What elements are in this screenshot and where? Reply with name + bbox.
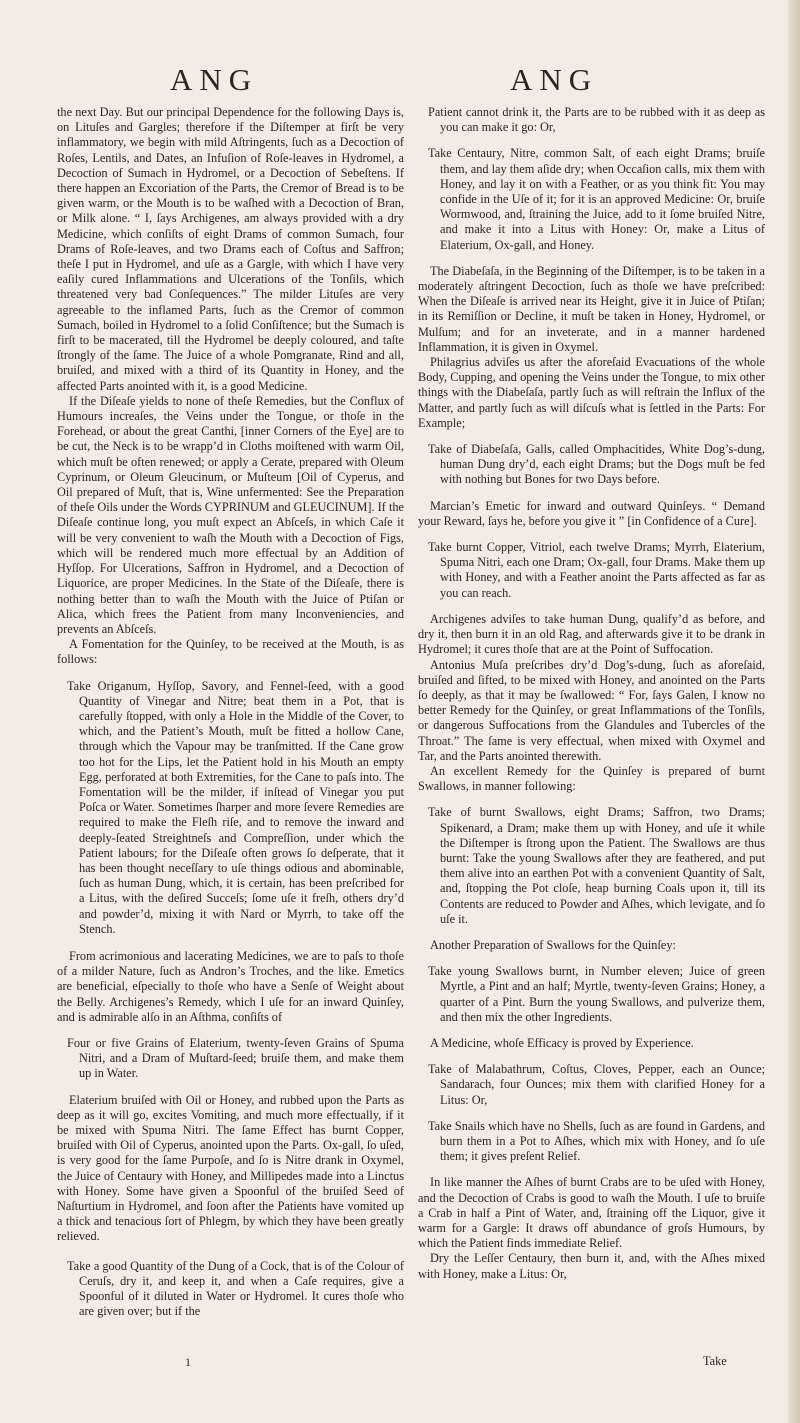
running-head-right: ANG — [510, 62, 599, 97]
recipe-block: Take Snails which have no Shells, ſuch as are found in Gardens, and burn them in a Pot to Aſhes, which mix with Honey, and ſo uſe them; it gives preſent Relief. — [428, 1118, 765, 1164]
right-column — [418, 105, 765, 1282]
recipe-block: Take burnt Copper, Vitriol, each twelve Drams; Myrrh, Elaterium, Spuma Nitri, each one Dram; Ox-gall, four Drams. Make them up with Honey, and with a Feather anoint the Parts affected as far as you can reach. — [428, 540, 765, 600]
recipe-block: Take of Diabeſaſa, Galls, called Omphacitides, White Dog’s-dung, human Dung dry’d, each eight Drams; but the Dogs muſt be fed with nothing but Bones for two Days before. — [428, 442, 765, 487]
paragraph: Another Preparation of Swallows for the Quinſey: — [430, 937, 676, 952]
section-heading: A Medicine, whoſe Efficacy is proved by Experience. — [430, 1035, 694, 1050]
paragraph: the next Day. But our principal Dependence for the following Days is, on Lituſes and Gargles; therefore if the Diſtemper at firſt be very inflammatory, we begin with mild Aſtringents, ſuch as a Decoction of Roſes, Lentils, and Dates, an Infuſion of Roſe-leaves in Hydromel, a Decoction of Sumach in Hydromel, or a Decoction of Sebeſtens. If there happen an Excoriation of the Parts, the Cremor of Bread is to be given warm, or the Mouth is to be waſhed with a Decoction of Bran, or Milk alone. “ I, ſays Archigenes, am always provided with a dry Medicine, which conſiſts of eight Drams of common Sumach, four Drams of Roſe-leaves, and two Drams each of Coſtus and Saffron; theſe I put in Hydromel, and uſe as a Gargle, with which I have very eaſily cured Inflammations and Ulcerations of the Tonſils, which threatened very bad Conſequences.” The milder Lituſes are very agreeable to the inflamed Parts, ſuch as the Cremor of common Sumach, boiled in Hydromel to a ſolid Conſiſtence; but the Sumach is firſt to be macerated, till the Hydromel be deeply coloured, and taſte ſtrongly of the ſame. The Juice of a whole Pomgranate, Rind and all, bruiſed, and mixed with a third of its Quantity in Honey, and the affected Parts anointed with it, is a good Medicine. — [57, 105, 404, 393]
paragraph: Philagrius adviſes us after the aforeſaid Evacuations of the whole Body, Cupping, and opening the Veins under the Tongue, to mix other things with the Diabeſaſa, partly ſuch as will reſtrain the Influx of the Matter, and partly ſuch as will diſcuſs what is ſettled in the Parts: For Example; — [418, 355, 765, 430]
recipe-block: Four or five Grains of Elaterium, twenty-ſeven Grains of Spuma Nitri, and a Dram of Muſtard-ſeed; bruiſe them, and make them up in Water. — [67, 1035, 404, 1081]
page-edge-shadow — [788, 0, 800, 1423]
paragraph: The Diabeſaſa, in the Beginning of the Diſtemper, is to be taken in a moderately aſtringent Decoction, ſuch as thoſe we have preſcribed: When the Diſeaſe is arrived near its Height, give it in Juice of Ptiſan; in its Remiſſion or Decline, it muſt be taken in Honey, Hydromel, or Mulſum; and for an inveterate, and in a manner hardened Inflammation, it is given in Oxymel. — [418, 263, 765, 354]
recipe-block: Take Centaury, Nitre, common Salt, of each eight Drams; bruiſe them, and lay them aſide dry; when Occaſion calls, mix them with Honey, and lay it on with a Feather, or as you think fit: You may confide in the Uſe of it; for it is an approved Medicine: Or, bruiſe Wormwood, and, ſtraining the Juice, add to it ſome bruiſed Nitre, and make it into a Litus with Honey: Or, make a Litus of Elaterium, Ox-gall, and Honey. — [428, 146, 765, 252]
paragraph: An excellent Remedy for the Quinſey is prepared of burnt Swallows, in manner following: — [418, 763, 765, 794]
paragraph: Archigenes adviſes to take human Dung, qualify’d as before, and dry it, then burn it in an old Rag, and afterwards give it to be drank in Hydromel; it cures thoſe that are at the Point of Suffocation. — [418, 611, 765, 657]
paragraph: From acrimonious and lacerating Medicines, we are to paſs to thoſe of a milder Nature, ſuch as Andron’s Troches, and the like. Emetics are beneficial, eſpecially to thoſe who have a Senſe of Weight about the Belly. Archigenes’s Remedy, which I uſe for an inward Quinſey, and is admirable alſo in an Aſthma, conſiſts of — [57, 948, 404, 1024]
paragraph: Antonius Muſa preſcribes dry’d Dog’s-dung, ſuch as aforeſaid, bruiſed and ſifted, to be mixed with Honey, and anointed on the Parts ſo deeply, as that it may be ſwallowed: “ For, ſays Galen, I know no better Remedy for the Quinſey, or great Inflammations of the Tonſils, or dangerous Suffocations from the Glandules and Tubercles of the Throat.” The ſame is very effectual, when mixed with Oxymel and Tar, and the Parts anointed therewith. — [418, 657, 765, 763]
paragraph: Elaterium bruiſed with Oil or Honey, and rubbed upon the Parts as deep as it will go, excites Vomiting, and much more effectually, if it be mixed with Spuma Nitri. The ſame Effect has burnt Copper, bruiſed with Oil of Cyperus, anointed upon the Parts. Ox-gall, ſo uſed, is very good for the ſame Purpoſe, and ſo is Nitre drank in Oxymel, the Juice of Centaury with Honey, and Millipedes made into a Linctus with Honey. Some have given a Spoonful of the bruiſed Seed of Naſturtium in Hydromel, and ſoon after the Patients have vomited up a thick and tenacious ſort of Phlegm, by which they have been greatly relieved. — [57, 1092, 404, 1244]
running-head-left: ANG — [170, 62, 259, 97]
paragraph: A Fomentation for the Quinſey, to be received at the Mouth, is as follows: — [57, 637, 404, 667]
recipe-block: Take young Swallows burnt, in Number eleven; Juice of green Myrtle, a Pint and an half; Myrtle, twenty-ſeven Grains; Honey, a quarter of a Pint. Burn the young Swallows, and pulverize them, and then mix the other Ingredients. — [428, 964, 765, 1024]
recipe-block: Take a good Quantity of the Dung of a Cock, that is of the Colour of Ceruſs, dry it, and keep it, and when a Caſe requires, give a Spoonful of it diluted in Water or Hydromel. It cures thoſe who are given over; but if the — [67, 1258, 404, 1319]
paragraph: Marcian’s Emetic for inward and outward Quinſeys. “ Demand your Reward, ſays he, before you give it ” [in Confidence of a Cure]. — [418, 498, 765, 528]
catchword: Take — [703, 1354, 727, 1368]
recipe-block: Take Origanum, Hyſſop, Savory, and Fennel-ſeed, with a good Quantity of Vinegar and Nitre; beat them in a Pot, that is carefully ſtopped, with only a Hole in the Middle of the Cover, to which, and the Patient’s Mouth, muſt be fitted a hollow Cane, through which the Vapour may be tranſmitted. If the Cane grow too hot for the Lips, let the Patient hold in his Mouth an empty Egg, perforated at both Extremities, for the Cane to paſs into. The Fomentation will be the milder, if inſtead of Vinegar you put Poſca or Water. Sometimes ſharper and more ſevere Remedies are required to make the Fleſh riſe, and to remove the inward and deeply-ſeated Streightneſs and Compreſſion, under which the Patient labours; for the Diſeaſe often grows ſo deſperate, that it has been thought neceſſary to uſe things odious and abominable, ſuch as human Dung, which, it is certain, has been preſcribed for a Litus, with the deſired Succeſs; ſome uſe it freſh, others dry’d and powder’d, mixing it with Nard or Myrrh, to take off the Stench. — [67, 678, 404, 936]
recipe-block: Take of Malabathrum, Coſtus, Cloves, Pepper, each an Ounce; Sandarach, four Ounces; mix them with clarified Honey for a Litus: Or, — [428, 1062, 765, 1107]
paragraph: In like manner the Aſhes of burnt Crabs are to be uſed with Honey, and the Decoction of Crabs is good to waſh the Mouth. I uſe to bruiſe a Crab in half a Pint of Water, and, ſtraining off the Liquor, give it warm for a Gargle: It draws off abundance of groſs Humours, by which the Patient finds immediate Relief. — [418, 1175, 765, 1251]
left-column — [57, 105, 404, 1330]
paragraph: Dry the Leſſer Centaury, then burn it, and, with the Aſhes mixed with Honey, make a Litus: Or, — [418, 1251, 765, 1281]
paragraph: If the Diſeaſe yields to none of theſe Remedies, but the Conflux of Humours increaſes, the Veins under the Tongue, or thoſe in the Forehead, or about the great Canthi, [inner Corners of the Eye] are to be cut, the Neck is to be wrapp’d in Cloths moiſtened with warm Oil, which muſt be often renewed; or apply a Cerate, prepared with Oleum Cyprinum, or Oleum Gleucinum, or Muſteum [Oil of Cyperus, and Oil prepared of Muſt, that is, Wine unfermented: See the Preparation of theſe Oils under the Words CYPRINUM and GLEUCINUM]. If the Diſeaſe continue long, you muſt expect an Abſceſs, in which Caſe it will be very convenient to waſh the Mouth with a Decoction of Figs, which will be rendered much more effectual by an Addition of Hyſſop. For Ulcerations, Saffron in Hydromel, and a Decoction of Liquorice, are proper Medicines. In the State of the Diſeaſe, there is nothing better than to waſh the Mouth with the Juice of Ptiſan or Alica, which frees the Patient from many Inconveniencies, and prevents an Abſceſs. — [57, 393, 404, 636]
recipe-block: Take of burnt Swallows, eight Drams; Saffron, two Drams; Spikenard, a Dram; make them up with Honey, and uſe it while the Diſtemper is ſtrong upon the Patient. The Swallows are thus burnt: Take the young Swallows after they are feathered, and put them alive into an earthen Pot with a convenient Quantity of Salt, and, ſtopping the Pot cloſe, heap burning Coals upon it, till its Contents are reduced to Powder and Aſhes, which levigate, and ſo uſe it. — [428, 805, 765, 926]
recipe-block: Patient cannot drink it, the Parts are to be rubbed with it as deep as you can make it go: Or, — [428, 105, 765, 135]
signature-mark: 1 — [185, 1355, 191, 1369]
